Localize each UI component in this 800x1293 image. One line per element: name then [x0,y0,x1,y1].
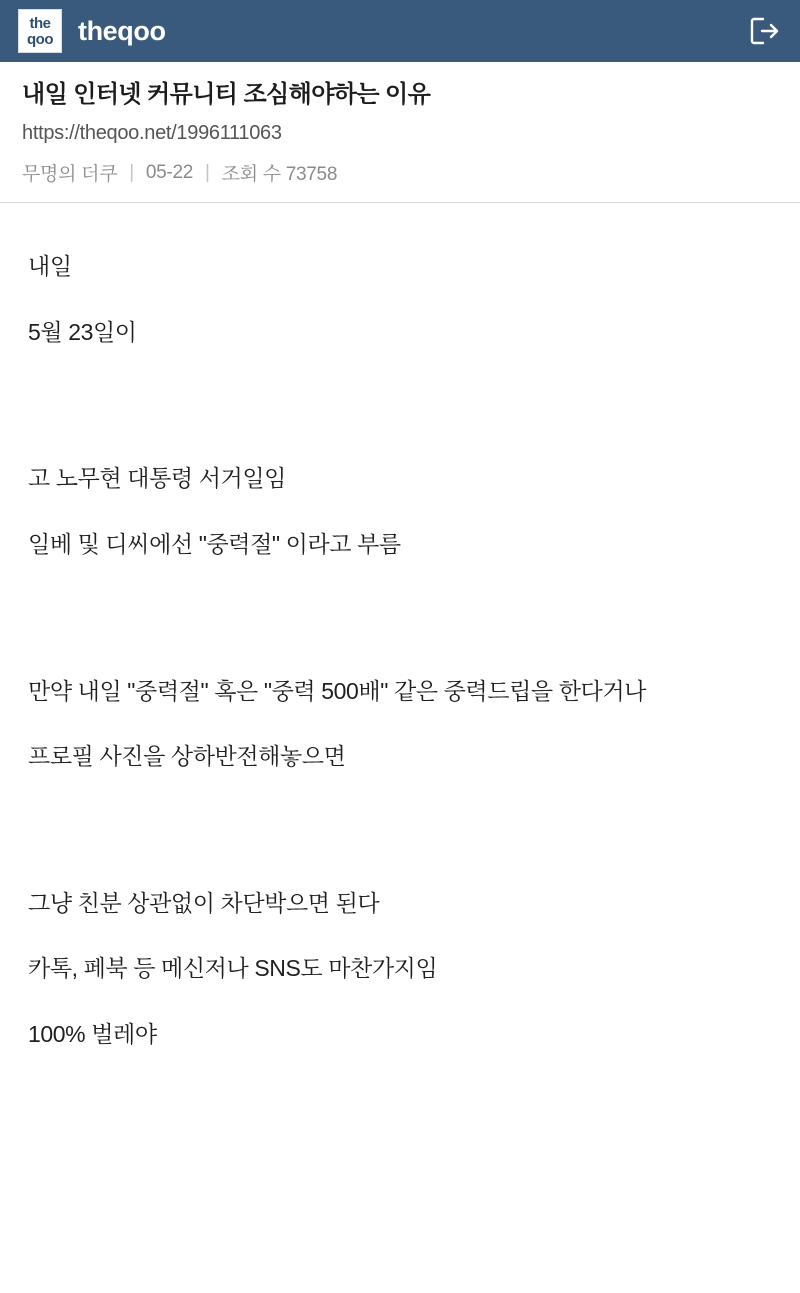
page-title: 내일 인터넷 커뮤니티 조심해야하는 이유 [22,81,431,108]
logo-line-2: qoo [27,30,53,48]
exit-arrow-icon[interactable] [748,14,782,48]
theqoo-logo[interactable] [18,9,62,53]
meta-divider-2: | [205,161,210,183]
body-paragraph: 그냥 친분 상관없이 차단박으면 된다 [28,889,380,916]
logo-line-1: the [29,14,51,32]
body-paragraph: 5월 23일이 [28,318,137,345]
body-paragraph: 카톡, 페북 등 메신저나 SNS도 마찬가지임 [28,955,438,982]
body-paragraph: 일베 및 디씨에선 "중력절" 이라고 부름 [28,530,401,557]
article-url[interactable]: https://theqoo.net/1996111063 [22,122,282,144]
view-count: 조회 수 73758 [221,164,338,185]
body-paragraph: 만약 내일 "중력절" 혹은 "중력 500배" 같은 중력드립을 한다거나 [28,677,646,704]
post-date: 05-22 [145,161,193,183]
meta-divider-1: | [129,161,134,183]
body-paragraph: 내일 [28,253,72,279]
body-spacer [28,607,772,630]
author-name: 무명의 더쿠 [22,164,118,185]
body-spacer [28,819,772,842]
article-header [0,62,800,203]
article-body [0,203,800,1053]
body-paragraph: 100% 벌레야 [28,1021,157,1048]
body-spacer [28,394,772,417]
site-name[interactable]: theqoo [78,15,166,46]
article-meta [22,159,778,186]
top-bar [0,0,800,62]
body-paragraph: 고 노무현 대통령 서거일임 [28,465,286,492]
body-paragraph: 프로필 사진을 상하반전해놓으면 [28,743,346,770]
